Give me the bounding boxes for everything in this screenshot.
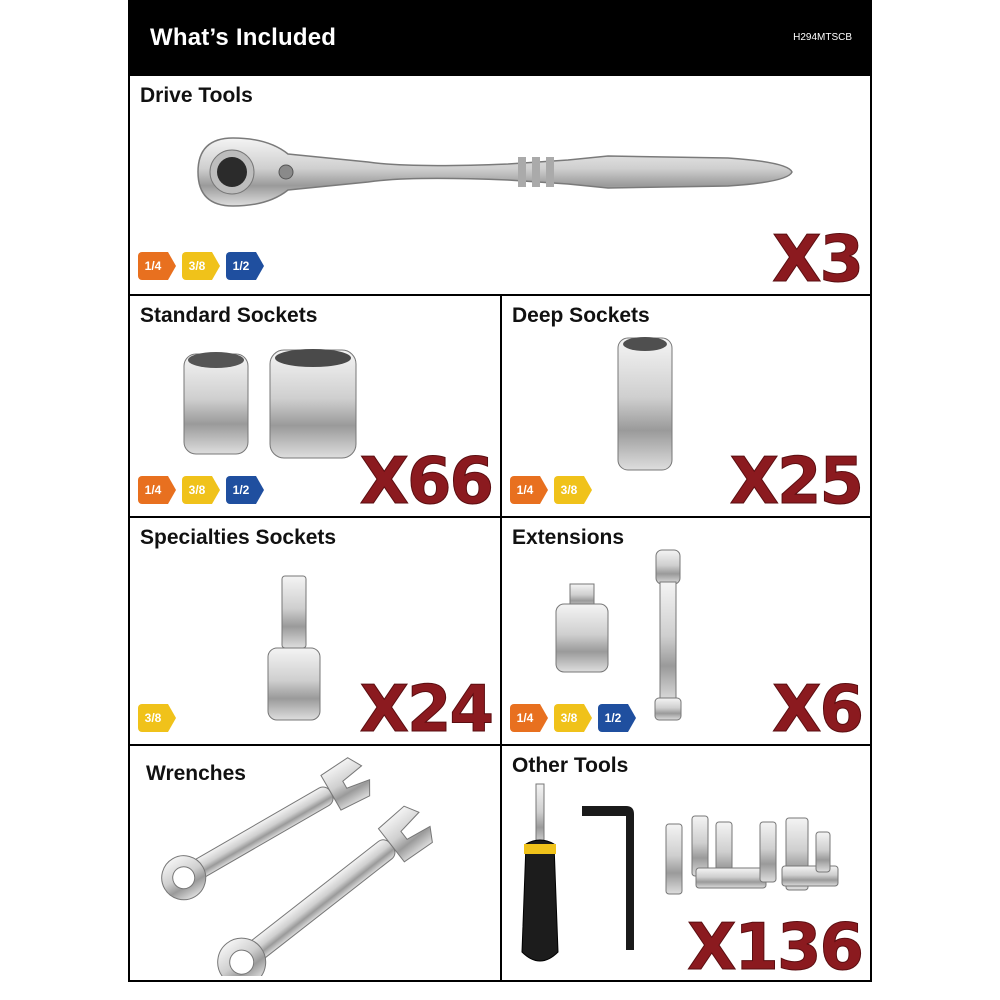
panel-title: Standard Sockets — [140, 304, 318, 327]
extension-size-badges — [510, 704, 636, 732]
badge-quarter: 1/4 — [510, 704, 540, 732]
hex-key-icon — [580, 802, 640, 954]
badge-quarter: 1/4 — [510, 476, 540, 504]
panel-title: Specialties Sockets — [140, 526, 337, 549]
panel-standard-sockets — [130, 294, 500, 516]
panel-other-tools — [500, 744, 870, 982]
badge-quarter: 1/4 — [138, 252, 168, 280]
badge-half: 1/2 — [226, 476, 256, 504]
panel-title: Wrenches — [146, 762, 246, 785]
count-standard-sockets: X66 — [359, 445, 492, 516]
badge-quarter: 1/4 — [138, 476, 168, 504]
count-specialties-sockets: X24 — [359, 673, 492, 744]
badge-three-eighths: 3/8 — [554, 704, 584, 732]
panel-drive-tools — [130, 74, 870, 294]
panel-title: Drive Tools — [140, 84, 253, 107]
panel-wrenches — [130, 744, 500, 982]
standard-size-badges — [138, 476, 264, 504]
header-bar — [130, 2, 870, 74]
badge-three-eighths: 3/8 — [138, 704, 168, 732]
drive-size-badges — [138, 252, 264, 280]
whats-included-sheet — [128, 0, 872, 982]
ratchet-icon — [188, 132, 808, 212]
standard-socket-icon — [180, 348, 360, 460]
count-other-tools: X136 — [687, 911, 862, 982]
count-extensions: X6 — [772, 673, 862, 744]
extension-bar-icon — [552, 548, 682, 724]
header-title: What’s Included — [150, 24, 337, 51]
panel-title: Extensions — [512, 526, 625, 549]
panel-title: Deep Sockets — [512, 304, 650, 327]
deep-size-badges — [510, 476, 592, 504]
panel-title: Other Tools — [512, 754, 629, 777]
specialties-size-badges — [138, 704, 176, 732]
driver-bits-icon — [662, 812, 842, 896]
badge-half: 1/2 — [226, 252, 256, 280]
panel-specialties-sockets — [130, 516, 500, 744]
badge-three-eighths: 3/8 — [554, 476, 584, 504]
wrench-icon — [142, 756, 452, 976]
panel-deep-sockets — [500, 294, 870, 516]
panel-extensions — [500, 516, 870, 744]
bit-socket-icon — [264, 574, 324, 724]
count-deep-sockets: X25 — [729, 445, 862, 516]
badge-half: 1/2 — [598, 704, 628, 732]
badge-three-eighths: 3/8 — [182, 252, 212, 280]
count-drive-tools: X3 — [772, 223, 862, 294]
brand-label: HUSKY — [514, 896, 524, 928]
deep-socket-icon — [614, 334, 676, 474]
model-code: H294MTSCB — [793, 32, 852, 43]
badge-three-eighths: 3/8 — [182, 476, 212, 504]
